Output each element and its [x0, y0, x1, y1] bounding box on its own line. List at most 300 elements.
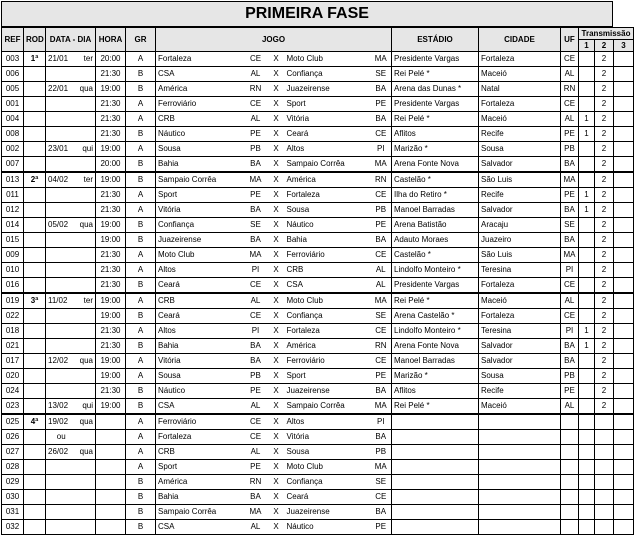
- away-uf-cell: MA: [371, 460, 392, 475]
- rod-cell: 4ª: [24, 414, 46, 430]
- city-cell: Maceió: [479, 67, 561, 82]
- home-uf-cell: SE: [244, 218, 268, 233]
- transmissao-1-cell: [579, 309, 595, 324]
- away-team-cell: Altos: [285, 414, 371, 430]
- table-row: [2, 369, 634, 384]
- uf-cell: PE: [561, 127, 579, 142]
- transmissao-1-cell: [579, 490, 595, 505]
- group-cell: B: [126, 339, 156, 354]
- home-uf-cell: RN: [244, 475, 268, 490]
- uf-cell: BA: [561, 157, 579, 173]
- day-cell: [77, 263, 96, 278]
- away-uf-cell: CE: [371, 248, 392, 263]
- home-uf-cell: MA: [244, 505, 268, 520]
- versus-cell: X: [268, 414, 285, 430]
- city-cell: [479, 505, 561, 520]
- day-cell: [77, 67, 96, 82]
- away-uf-cell: BA: [371, 112, 392, 127]
- away-team-cell: Confiança: [285, 475, 371, 490]
- city-cell: São Luis: [479, 172, 561, 188]
- versus-cell: X: [268, 460, 285, 475]
- date-cell: [46, 520, 77, 535]
- group-cell: B: [126, 278, 156, 294]
- away-uf-cell: MA: [371, 157, 392, 173]
- home-team-cell: Bahia: [156, 157, 244, 173]
- day-cell: [77, 157, 96, 173]
- stadium-cell: Manoel Barradas: [392, 203, 479, 218]
- transmissao-1-cell: 1: [579, 203, 595, 218]
- hora-cell: 21:30: [96, 97, 126, 112]
- home-team-cell: Bahia: [156, 339, 244, 354]
- transmissao-1-cell: [579, 475, 595, 490]
- versus-cell: X: [268, 82, 285, 97]
- table-row: [2, 203, 634, 218]
- transmissao-2-cell: 2: [595, 97, 614, 112]
- away-uf-cell: RN: [371, 339, 392, 354]
- home-team-cell: Confiança: [156, 218, 244, 233]
- city-cell: Salvador: [479, 354, 561, 369]
- group-cell: B: [126, 172, 156, 188]
- away-uf-cell: MA: [371, 293, 392, 309]
- stadium-cell: [392, 445, 479, 460]
- header-data-dia: DATA - DIA: [46, 28, 96, 52]
- city-cell: Maceió: [479, 399, 561, 415]
- rod-cell: [24, 142, 46, 157]
- group-cell: B: [126, 475, 156, 490]
- header-uf: UF: [561, 28, 579, 52]
- home-team-cell: Sousa: [156, 142, 244, 157]
- transmissao-1-cell: [579, 460, 595, 475]
- uf-cell: AL: [561, 293, 579, 309]
- stadium-cell: Arena Castelão *: [392, 309, 479, 324]
- hora-cell: 19:00: [96, 309, 126, 324]
- table-row: [2, 112, 634, 127]
- rod-cell: [24, 520, 46, 535]
- away-team-cell: Náutico: [285, 218, 371, 233]
- away-team-cell: Sport: [285, 369, 371, 384]
- stadium-cell: Rei Pelé *: [392, 112, 479, 127]
- versus-cell: X: [268, 248, 285, 263]
- hora-cell: 19:00: [96, 172, 126, 188]
- table-row: [2, 142, 634, 157]
- date-cell: 21/01: [46, 52, 77, 67]
- date-cell: [46, 324, 77, 339]
- date-cell: 23/01: [46, 142, 77, 157]
- uf-cell: BA: [561, 203, 579, 218]
- home-team-cell: CSA: [156, 67, 244, 82]
- date-cell: [46, 188, 77, 203]
- transmissao-1-cell: [579, 384, 595, 399]
- home-team-cell: Sousa: [156, 369, 244, 384]
- home-team-cell: Fortaleza: [156, 430, 244, 445]
- table-row: [2, 52, 634, 67]
- date-cell: [46, 67, 77, 82]
- home-team-cell: CSA: [156, 520, 244, 535]
- hora-cell: [96, 520, 126, 535]
- date-cell: [46, 233, 77, 248]
- away-uf-cell: CE: [371, 127, 392, 142]
- home-team-cell: Bahia: [156, 490, 244, 505]
- away-uf-cell: PI: [371, 414, 392, 430]
- home-team-cell: Ceará: [156, 278, 244, 294]
- ref-cell: 032: [2, 520, 24, 535]
- transmissao-1-cell: 1: [579, 324, 595, 339]
- home-team-cell: Sport: [156, 460, 244, 475]
- away-team-cell: Fortaleza: [285, 324, 371, 339]
- versus-cell: X: [268, 339, 285, 354]
- uf-cell: [561, 475, 579, 490]
- rod-cell: [24, 399, 46, 415]
- header-t2: 2: [595, 40, 614, 52]
- page-title: PRIMEIRA FASE: [1, 1, 613, 27]
- date-cell: [46, 309, 77, 324]
- day-cell: qua: [77, 218, 96, 233]
- away-team-cell: Juazeirense: [285, 82, 371, 97]
- versus-cell: X: [268, 188, 285, 203]
- ref-cell: 012: [2, 203, 24, 218]
- uf-cell: BA: [561, 354, 579, 369]
- transmissao-1-cell: [579, 399, 595, 415]
- versus-cell: X: [268, 445, 285, 460]
- table-row: [2, 248, 634, 263]
- day-cell: [77, 490, 96, 505]
- date-cell: 12/02: [46, 354, 77, 369]
- away-uf-cell: PE: [371, 97, 392, 112]
- table-row: [2, 475, 634, 490]
- transmissao-3-cell: [614, 233, 634, 248]
- city-cell: [479, 414, 561, 430]
- table-row: [2, 218, 634, 233]
- uf-cell: AL: [561, 67, 579, 82]
- date-cell: 05/02: [46, 218, 77, 233]
- transmissao-1-cell: [579, 218, 595, 233]
- day-cell: ter: [77, 52, 96, 67]
- versus-cell: X: [268, 127, 285, 142]
- hora-cell: 21:30: [96, 127, 126, 142]
- hora-cell: 19:00: [96, 354, 126, 369]
- transmissao-2-cell: 2: [595, 67, 614, 82]
- group-cell: A: [126, 248, 156, 263]
- transmissao-2-cell: 2: [595, 399, 614, 415]
- day-cell: qua: [77, 414, 96, 430]
- away-team-cell: América: [285, 339, 371, 354]
- transmissao-2-cell: 2: [595, 82, 614, 97]
- away-team-cell: Náutico: [285, 520, 371, 535]
- ref-cell: 001: [2, 97, 24, 112]
- group-cell: B: [126, 82, 156, 97]
- date-cell: [46, 127, 77, 142]
- uf-cell: PB: [561, 142, 579, 157]
- away-team-cell: Fortaleza: [285, 188, 371, 203]
- away-uf-cell: CE: [371, 188, 392, 203]
- transmissao-2-cell: [595, 430, 614, 445]
- city-cell: Recife: [479, 384, 561, 399]
- transmissao-3-cell: [614, 67, 634, 82]
- versus-cell: X: [268, 293, 285, 309]
- hora-cell: 20:00: [96, 52, 126, 67]
- transmissao-2-cell: 2: [595, 112, 614, 127]
- hora-cell: 21:30: [96, 67, 126, 82]
- ref-cell: 007: [2, 157, 24, 173]
- stadium-cell: [392, 475, 479, 490]
- day-cell: [77, 203, 96, 218]
- stadium-cell: Rei Pelé *: [392, 399, 479, 415]
- table-row: [2, 233, 634, 248]
- date-cell: 26/02: [46, 445, 77, 460]
- group-cell: B: [126, 505, 156, 520]
- home-uf-cell: RN: [244, 82, 268, 97]
- uf-cell: CE: [561, 309, 579, 324]
- home-team-cell: CRB: [156, 293, 244, 309]
- hora-cell: 19:00: [96, 293, 126, 309]
- day-cell: [77, 112, 96, 127]
- group-cell: A: [126, 414, 156, 430]
- ref-cell: 022: [2, 309, 24, 324]
- stadium-cell: Arena Fonte Nova: [392, 339, 479, 354]
- transmissao-2-cell: 2: [595, 203, 614, 218]
- city-cell: [479, 460, 561, 475]
- stadium-cell: Adauto Moraes: [392, 233, 479, 248]
- group-cell: A: [126, 142, 156, 157]
- home-uf-cell: CE: [244, 97, 268, 112]
- ref-cell: 004: [2, 112, 24, 127]
- transmissao-1-cell: [579, 172, 595, 188]
- transmissao-3-cell: [614, 52, 634, 67]
- uf-cell: RN: [561, 82, 579, 97]
- day-cell: [77, 97, 96, 112]
- away-team-cell: Ceará: [285, 490, 371, 505]
- stadium-cell: Ilha do Retiro *: [392, 188, 479, 203]
- stadium-cell: Marizão *: [392, 142, 479, 157]
- away-team-cell: Ceará: [285, 127, 371, 142]
- transmissao-1-cell: [579, 52, 595, 67]
- versus-cell: X: [268, 520, 285, 535]
- home-uf-cell: MA: [244, 248, 268, 263]
- away-team-cell: América: [285, 172, 371, 188]
- away-team-cell: Sampaio Corrêa: [285, 157, 371, 173]
- uf-cell: PI: [561, 324, 579, 339]
- date-cell: 13/02: [46, 399, 77, 415]
- rod-cell: [24, 82, 46, 97]
- rod-cell: 2ª: [24, 172, 46, 188]
- table-row: [2, 157, 634, 173]
- away-uf-cell: PB: [371, 203, 392, 218]
- rod-cell: [24, 157, 46, 173]
- hora-cell: 21:30: [96, 384, 126, 399]
- stadium-cell: Aflitos: [392, 384, 479, 399]
- home-uf-cell: CE: [244, 414, 268, 430]
- home-uf-cell: PE: [244, 384, 268, 399]
- date-cell: 19/02: [46, 414, 77, 430]
- transmissao-3-cell: [614, 354, 634, 369]
- ref-cell: 011: [2, 188, 24, 203]
- rod-cell: [24, 354, 46, 369]
- away-uf-cell: CE: [371, 324, 392, 339]
- header-t3: 3: [614, 40, 634, 52]
- versus-cell: X: [268, 97, 285, 112]
- transmissao-1-cell: [579, 82, 595, 97]
- versus-cell: X: [268, 430, 285, 445]
- transmissao-1-cell: [579, 520, 595, 535]
- city-cell: Fortaleza: [479, 309, 561, 324]
- away-uf-cell: PE: [371, 520, 392, 535]
- group-cell: B: [126, 218, 156, 233]
- day-cell: [77, 520, 96, 535]
- uf-cell: [561, 460, 579, 475]
- hora-cell: 21:30: [96, 278, 126, 294]
- away-uf-cell: BA: [371, 82, 392, 97]
- away-uf-cell: RN: [371, 172, 392, 188]
- hora-cell: 21:30: [96, 248, 126, 263]
- away-team-cell: Juazeirense: [285, 505, 371, 520]
- city-cell: Maceió: [479, 112, 561, 127]
- home-uf-cell: AL: [244, 112, 268, 127]
- table-row: [2, 67, 634, 82]
- ref-cell: 015: [2, 233, 24, 248]
- home-team-cell: Moto Club: [156, 248, 244, 263]
- rod-cell: [24, 263, 46, 278]
- away-team-cell: Vitória: [285, 430, 371, 445]
- rod-cell: 3ª: [24, 293, 46, 309]
- group-cell: A: [126, 369, 156, 384]
- schedule-table: [1, 27, 634, 535]
- versus-cell: X: [268, 233, 285, 248]
- home-uf-cell: BA: [244, 490, 268, 505]
- city-cell: [479, 445, 561, 460]
- transmissao-3-cell: [614, 97, 634, 112]
- stadium-cell: Arena Fonte Nova: [392, 157, 479, 173]
- group-cell: A: [126, 203, 156, 218]
- ref-cell: 031: [2, 505, 24, 520]
- city-cell: [479, 520, 561, 535]
- stadium-cell: [392, 414, 479, 430]
- uf-cell: [561, 445, 579, 460]
- versus-cell: X: [268, 369, 285, 384]
- day-cell: qua: [77, 445, 96, 460]
- stadium-cell: [392, 490, 479, 505]
- day-cell: [77, 430, 96, 445]
- header-row: [2, 28, 634, 40]
- transmissao-2-cell: 2: [595, 52, 614, 67]
- group-cell: A: [126, 188, 156, 203]
- transmissao-3-cell: [614, 324, 634, 339]
- transmissao-3-cell: [614, 248, 634, 263]
- header-estadio: ESTÁDIO: [392, 28, 479, 52]
- group-cell: A: [126, 445, 156, 460]
- home-team-cell: CRB: [156, 445, 244, 460]
- city-cell: Salvador: [479, 203, 561, 218]
- stadium-cell: [392, 430, 479, 445]
- rod-cell: [24, 369, 46, 384]
- home-uf-cell: BA: [244, 233, 268, 248]
- stadium-cell: Castelão *: [392, 172, 479, 188]
- away-team-cell: Altos: [285, 142, 371, 157]
- home-uf-cell: CE: [244, 278, 268, 294]
- rod-cell: [24, 505, 46, 520]
- ref-cell: 014: [2, 218, 24, 233]
- transmissao-2-cell: [595, 460, 614, 475]
- date-cell: [46, 203, 77, 218]
- transmissao-3-cell: [614, 142, 634, 157]
- home-uf-cell: PI: [244, 263, 268, 278]
- away-uf-cell: PE: [371, 218, 392, 233]
- transmissao-3-cell: [614, 157, 634, 173]
- hora-cell: 19:00: [96, 82, 126, 97]
- home-team-cell: CSA: [156, 399, 244, 415]
- day-cell: [77, 475, 96, 490]
- table-row: [2, 399, 634, 415]
- transmissao-3-cell: [614, 127, 634, 142]
- transmissao-3-cell: [614, 218, 634, 233]
- away-uf-cell: BA: [371, 430, 392, 445]
- transmissao-2-cell: 2: [595, 278, 614, 294]
- transmissao-1-cell: [579, 233, 595, 248]
- ref-cell: 028: [2, 460, 24, 475]
- date-cell: [46, 369, 77, 384]
- ref-cell: 018: [2, 324, 24, 339]
- date-cell: ou: [46, 430, 77, 445]
- versus-cell: X: [268, 142, 285, 157]
- city-cell: Aracaju: [479, 218, 561, 233]
- transmissao-1-cell: [579, 67, 595, 82]
- transmissao-2-cell: 2: [595, 157, 614, 173]
- away-uf-cell: MA: [371, 399, 392, 415]
- versus-cell: X: [268, 399, 285, 415]
- day-cell: qui: [77, 142, 96, 157]
- ref-cell: 016: [2, 278, 24, 294]
- away-team-cell: Moto Club: [285, 460, 371, 475]
- date-cell: [46, 475, 77, 490]
- stadium-cell: Presidente Vargas: [392, 52, 479, 67]
- city-cell: Fortaleza: [479, 97, 561, 112]
- hora-cell: [96, 414, 126, 430]
- home-team-cell: Altos: [156, 263, 244, 278]
- home-team-cell: Ferroviário: [156, 97, 244, 112]
- home-team-cell: Ferroviário: [156, 414, 244, 430]
- stadium-cell: [392, 505, 479, 520]
- transmissao-3-cell: [614, 188, 634, 203]
- header-t1: 1: [579, 40, 595, 52]
- header-hora: HORA: [96, 28, 126, 52]
- versus-cell: X: [268, 172, 285, 188]
- home-team-cell: Vitória: [156, 354, 244, 369]
- transmissao-2-cell: [595, 414, 614, 430]
- table-row: [2, 293, 634, 309]
- away-uf-cell: CE: [371, 490, 392, 505]
- rod-cell: [24, 460, 46, 475]
- transmissao-1-cell: 1: [579, 188, 595, 203]
- table-row: [2, 490, 634, 505]
- home-uf-cell: PB: [244, 369, 268, 384]
- hora-cell: [96, 430, 126, 445]
- uf-cell: AL: [561, 399, 579, 415]
- table-row: [2, 384, 634, 399]
- away-uf-cell: PB: [371, 445, 392, 460]
- home-team-cell: Sampaio Corrêa: [156, 505, 244, 520]
- day-cell: ter: [77, 172, 96, 188]
- transmissao-1-cell: [579, 430, 595, 445]
- away-team-cell: Juazeirense: [285, 384, 371, 399]
- day-cell: [77, 248, 96, 263]
- city-cell: Recife: [479, 188, 561, 203]
- home-uf-cell: CE: [244, 52, 268, 67]
- stadium-cell: Aflitos: [392, 127, 479, 142]
- ref-cell: 010: [2, 263, 24, 278]
- uf-cell: [561, 430, 579, 445]
- date-cell: 11/02: [46, 293, 77, 309]
- hora-cell: [96, 460, 126, 475]
- date-cell: [46, 97, 77, 112]
